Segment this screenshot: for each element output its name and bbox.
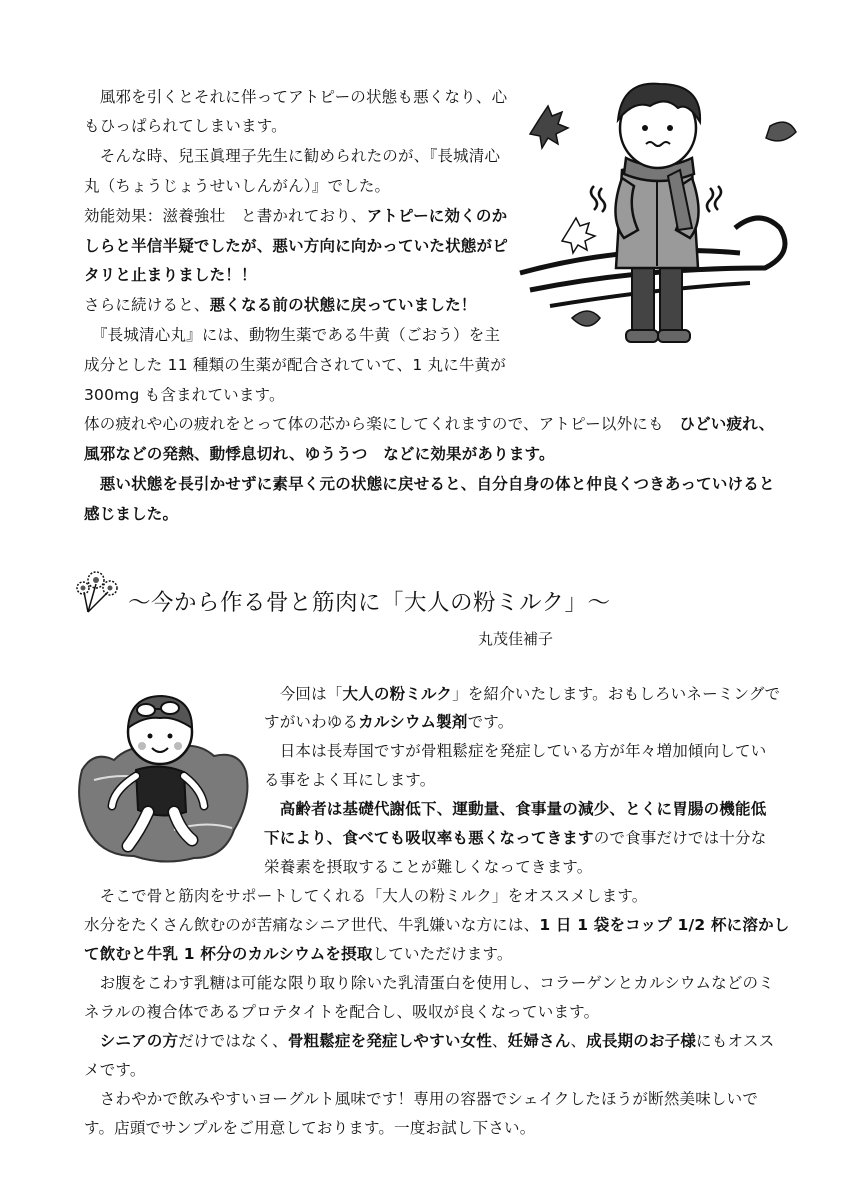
text-line: 悪い状態を長引かせずに素早く元の状態に戻せると、自分自身の体と仲良くつきあっていけると [84, 475, 775, 493]
text-line: 風邪などの発熱、動悸息切れ、ゆううつ などに効果があります。 [84, 445, 555, 463]
text-line: 今回は「大人の粉ミルク」を紹介いたします。おもしろいネーミングで [264, 685, 781, 703]
text-line: 日本は長寿国ですが骨粗鬆症を発症している方が年々増加傾向してい [264, 742, 767, 760]
flower-icon [74, 568, 120, 614]
text-line: 体の疲れや心の疲れをとって体の芯から楽にしてくれますので、アトピー以外にも ひどい疲れ、 [84, 415, 775, 433]
text-line: 『長城清心丸』には、動物生薬である牛黄（ごおう）を主 [84, 326, 501, 344]
text-line: タリと止まりました！！ [84, 266, 257, 284]
text-line: 300mg も含まれています。 [84, 386, 285, 404]
text-line: 効能効果：滋養強壮 と書かれており、アトピーに効くのか [84, 207, 508, 225]
text-line: 高齢者は基礎代謝低下、運動量、食事量の減少、とくに胃腸の機能低 [264, 800, 767, 818]
text-line: 風邪を引くとそれに伴ってアトピーの状態も悪くなり、心 [84, 88, 508, 106]
text-line: 成分とした 11 種類の生薬が配合されていて、1 丸に牛黄が [84, 356, 507, 374]
text-line: る事をよく耳にします。 [264, 771, 436, 789]
text-line: さわやかで飲みやすいヨーグルト風味です！専用の容器でシェイクしたほうが断然美味しいで [84, 1090, 759, 1108]
text-line: 水分をたくさん飲むのが苦痛なシニア世代、牛乳嫌いな方には、1 日 1 袋をコップ 1/2 杯に溶かし [84, 916, 790, 934]
section-title: ～今から作る骨と筋肉に「大人の粉ミルク」～ [128, 590, 611, 616]
text-line: す。店頭でサンプルをご用意しております。一度お試し下さい。 [84, 1119, 536, 1137]
swimming-grandma-illustration [74, 680, 254, 865]
text-line: メです。 [84, 1061, 146, 1079]
text-line: さらに続けると、悪くなる前の状態に戻っていました！ [84, 296, 477, 314]
text-line: ネラルの複合体であるプロテタイトを配合し、吸収が良くなっています。 [84, 1003, 600, 1021]
text-line: しらと半信半疑でしたが、悪い方向に向かっていた状態がピ [84, 237, 508, 255]
text-line: シニアの方だけではなく、骨粗鬆症を発症しやすい女性、妊婦さん、成長期のお子様にもオスス [99, 1032, 775, 1050]
text-line: そこで骨と筋肉をサポートしてくれる「大人の粉ミルク」をオススメします。 [84, 887, 648, 905]
text-line: 丸（ちょうじょうせいしんがん）』でした。 [84, 177, 391, 195]
cold-boy-illustration [510, 78, 800, 348]
text-line: お腹をこわす乳糖は可能な限り取り除いた乳清蛋白を使用し、コラーゲンとカルシウムなどのミ [84, 974, 774, 992]
text-line: 栄養素を摂取することが難しくなってきます。 [264, 858, 593, 876]
author-name: 丸茂佳補子 [478, 630, 554, 648]
text-line: そんな時、兒玉眞理子先生に勧められたのが、『長城清心 [84, 147, 501, 165]
text-line: もひっぱられてしまいます。 [84, 117, 287, 135]
text-line: 感じました。 [84, 505, 179, 523]
text-line: 下により、食べても吸収率も悪くなってきますので食事だけでは十分な [264, 829, 767, 847]
text-line: すがいわゆるカルシウム製剤です。 [264, 713, 514, 731]
text-line: て飲むと牛乳 1 杯分のカルシウムを摂取していただけます。 [84, 945, 513, 963]
